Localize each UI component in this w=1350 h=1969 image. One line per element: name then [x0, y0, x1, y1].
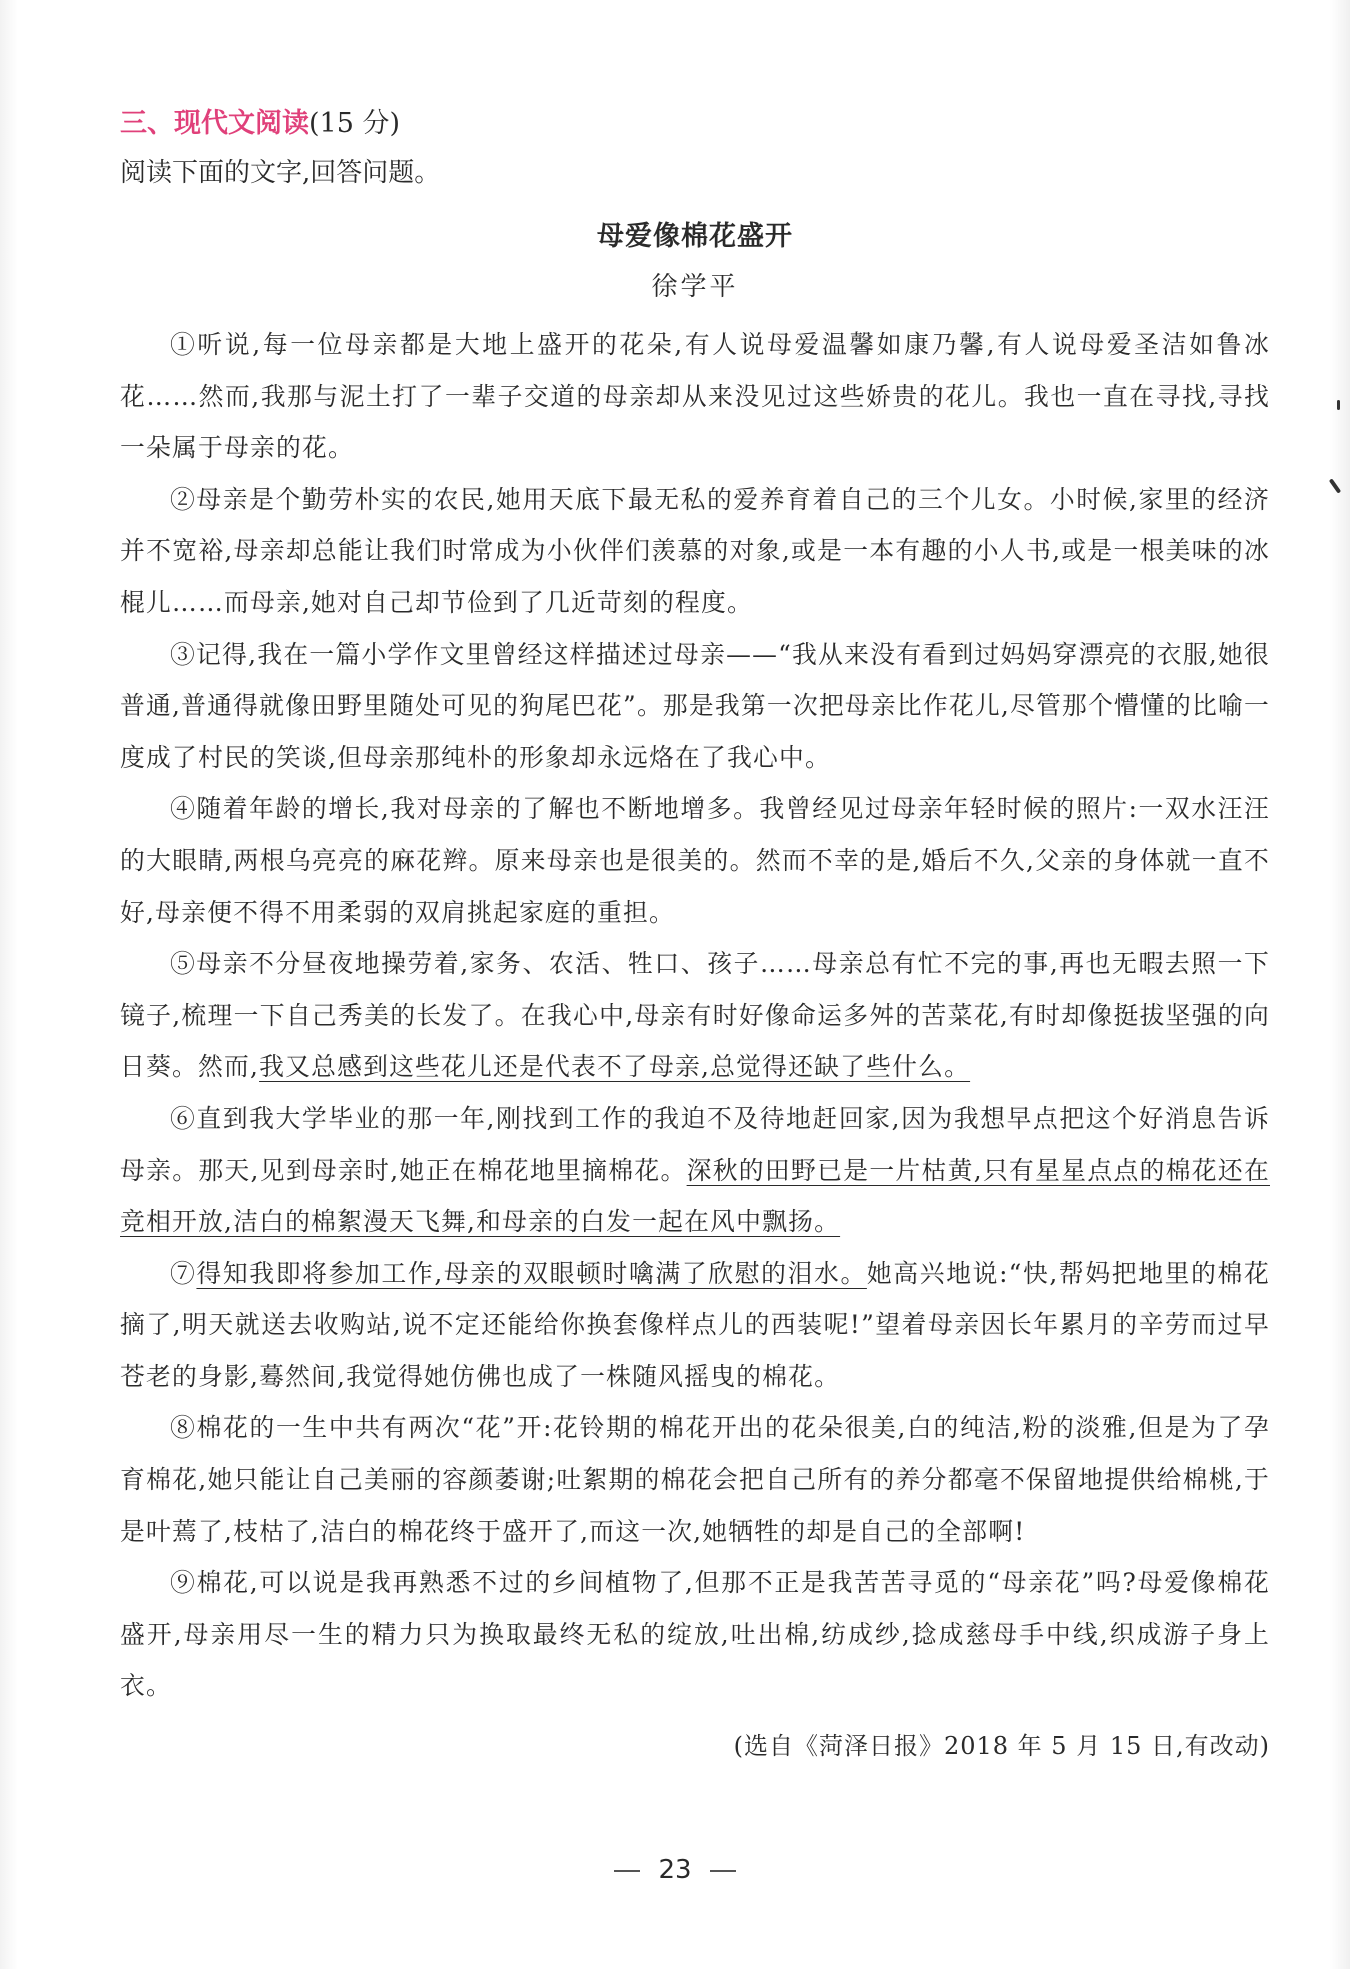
paragraph-6-text: ⑥直到我大学毕业的那一年,刚找到工作的我迫不及待地赶回家,因为我想早点把这个好消息告诉母亲。那天,见到母亲时,她正在棉花地里摘棉花。	[120, 1103, 1270, 1185]
paragraph-7-text: 她高兴地说:“快,帮妈把地里的棉花摘了,明天就送去收购站,说不定还能给你换套像样点儿的西装呢!”望着母亲因长年累月的辛劳而过早苍老的身影,蓦然间,我觉得她仿佛也成了一株随风摇曳的棉花。	[120, 1258, 1270, 1391]
section-score: (15 分)	[309, 108, 401, 139]
scan-mark	[1337, 400, 1340, 410]
scan-mark	[1329, 478, 1341, 493]
paragraph-5-text: ⑤母亲不分昼夜地操劳着,家务、农活、牲口、孩子……母亲总有忙不完的事,再也无暇去照一下镜子,梳理一下自己秀美的长发了。在我心中,母亲有时好像命运多舛的苦菜花,有时却像挺拔坚强的向日葵。然而,	[120, 949, 1270, 1082]
paragraph-6-underlined-sentence: 深秋的田野已是一片枯黄,只有星星点点的棉花还在竞相开放,洁白的棉絮漫天飞舞,和母亲的白发一起在风中飘扬。	[120, 1155, 1270, 1237]
paragraph-9: ⑨棉花,可以说是我再熟悉不过的乡间植物了,但那不正是我苦苦寻觅的“母亲花”吗?母爱像棉花盛开,母亲用尽一生的精力只为换取最终无私的绽放,吐出棉,纺成纱,捻成慈母手中线,织成游子身上衣。	[120, 1568, 1270, 1701]
article-body	[120, 319, 1270, 1712]
paragraph-5	[120, 938, 1270, 1093]
paragraph-2: ②母亲是个勤劳朴实的农民,她用天底下最无私的爱养育着自己的三个儿女。小时候,家里的经济并不宽裕,母亲却总能让我们时常成为小伙伴们羡慕的对象,或是一本有趣的小人书,或是一根美味的冰棍儿……而母亲,她对自己却节俭到了几近苛刻的程度。	[120, 484, 1270, 617]
page-number: 23	[658, 1855, 692, 1885]
instruction-text: 阅读下面的文字,回答问题。	[120, 158, 441, 188]
paragraph-7	[120, 1248, 1270, 1403]
paragraph-8: ⑧棉花的一生中共有两次“花”开:花铃期的棉花开出的花朵很美,白的纯洁,粉的淡雅,但是为了孕育棉花,她只能让自己美丽的容颜萎谢;吐絮期的棉花会把自己所有的养分都毫不保留地提供给棉桃,于是叶蔫了,枝枯了,洁白的棉花终于盛开了,而这一次,她牺牲的却是自己的全部啊!	[120, 1413, 1270, 1546]
section-heading	[120, 104, 1270, 144]
page-number-footer	[0, 1852, 1350, 1888]
article-author: 徐学平	[651, 272, 739, 302]
source-citation: (选自《菏泽日报》2018 年 5 月 15 日,有改动)	[733, 1732, 1270, 1761]
footer-dash-right	[710, 1870, 736, 1872]
paragraph-6	[120, 1093, 1270, 1248]
paragraph-5-underlined-sentence: 我又总感到这些花儿还是代表不了母亲,总觉得还缺了些什么。	[259, 1052, 971, 1082]
footer-dash-left	[614, 1870, 640, 1872]
paragraph-3: ③记得,我在一篇小学作文里曾经这样描述过母亲——“我从来没有看到过妈妈穿漂亮的衣服,她很普通,普通得就像田野里随处可见的狗尾巴花”。那是我第一次把母亲比作花儿,尽管那个懵懂的比喻一度成了村民的笑谈,但母亲那纯朴的形象却永远烙在了我心中。	[120, 639, 1270, 772]
paragraph-1: ①听说,每一位母亲都是大地上盛开的花朵,有人说母爱温馨如康乃馨,有人说母爱圣洁如鲁冰花……然而,我那与泥土打了一辈子交道的母亲却从来没见过这些娇贵的花儿。我也一直在寻找,寻找一朵属于母亲的花。	[120, 330, 1270, 463]
section-title: 三、现代文阅读	[120, 108, 309, 139]
paragraph-4: ④随着年龄的增长,我对母亲的了解也不断地增多。我曾经见过母亲年轻时候的照片:一双水汪汪的大眼睛,两根乌亮亮的麻花辫。原来母亲也是很美的。然而不幸的是,婚后不久,父亲的身体就一直不好,母亲便不得不用柔弱的双肩挑起家庭的重担。	[120, 794, 1270, 927]
paragraph-7-number: ⑦	[170, 1258, 197, 1288]
content-area	[120, 104, 1270, 1766]
paragraph-7-underlined-sentence: 得知我即将参加工作,母亲的双眼顿时噙满了欣慰的泪水。	[196, 1258, 867, 1288]
article-title: 母爱像棉花盛开	[597, 221, 793, 252]
